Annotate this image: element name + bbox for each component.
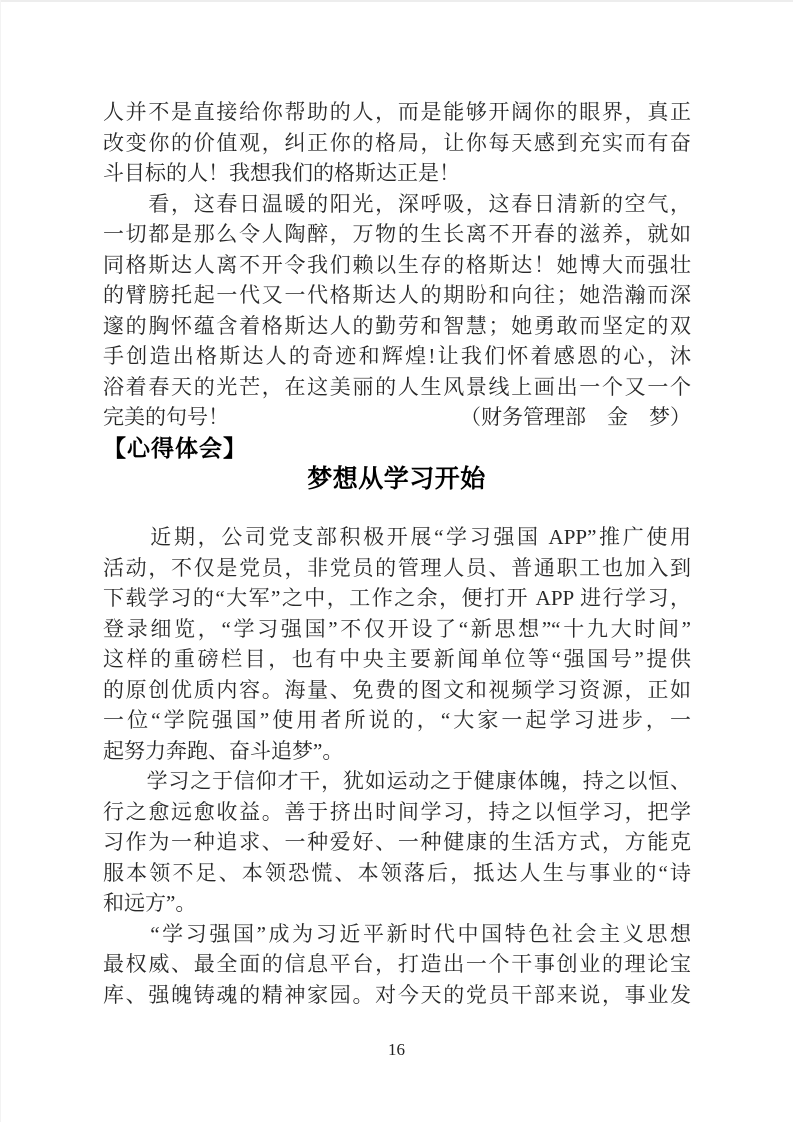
- text-line: 一位“学院强国”使用者所说的，“大家一起学习进步，一: [103, 708, 691, 732]
- text-line: 服本领不足、本领恐慌、本领落后，抵达人生与事业的“诗: [103, 860, 691, 885]
- text-line: 近期，公司党支部积极开展“学习强国 APP”推广使用: [103, 525, 691, 549]
- article-previous-body: [103, 97, 691, 433]
- text-line: 活动，不仅是党员，非党员的管理人员、普通职工也加入到: [103, 555, 691, 580]
- text-line: 下载学习的“大军”之中，工作之余，便打开 APP 进行学习，: [103, 586, 691, 610]
- text-line: 邃的胸怀蕴含着格斯达人的勤劳和智慧；她勇敢而坚定的双: [103, 313, 691, 338]
- text-line: 最权威、最全面的信息平台，打造出一个干事创业的理论宝: [103, 952, 691, 976]
- text-line: 的原创优质内容。海量、免费的图文和视频学习资源，正如: [103, 677, 691, 702]
- text-line: 起努力奔跑、奋斗追梦”。: [103, 738, 344, 763]
- closing-line: [103, 402, 691, 433]
- text-line: 斗目标的人！我想我们的格斯达正是！: [103, 161, 460, 185]
- closing-text: 完美的句号！: [103, 405, 229, 429]
- article-title: 梦想从学习开始: [307, 465, 486, 493]
- text-line: 人并不是直接给你帮助的人，而是能够开阔你的眼界，真正: [103, 100, 691, 124]
- author-signature: （财务管理部 金 梦）: [460, 405, 691, 429]
- text-line: 改变你的价值观，纠正你的格局，让你每天感到充实而有奋: [103, 130, 691, 155]
- text-line: 浴着春天的光芒，在这美丽的人生风景线上画出一个又一个: [103, 374, 691, 399]
- text-line: 一切都是那么令人陶醉，万物的生长离不开春的滋养，就如: [103, 222, 691, 246]
- text-line: 和远方”。: [103, 891, 197, 915]
- text-line: 行之愈远愈收益。善于挤出时间学习，持之以恒学习，把学: [103, 799, 691, 824]
- text-line: “学习强国”成为习近平新时代中国特色社会主义思想: [103, 921, 691, 946]
- text-line: 这样的重磅栏目，也有中央主要新闻单位等“强国号”提供: [103, 647, 691, 671]
- text-line: 的臂膀托起一代又一代格斯达人的期盼和向往；她浩瀚而深: [103, 283, 691, 307]
- text-line: 同格斯达人离不开令我们赖以生存的格斯达！她博大而强壮: [103, 252, 691, 277]
- text-line: 登录细览，“学习强国”不仅开设了“新思想”“十九大时间”: [103, 616, 691, 641]
- section-header: 【心得体会】: [103, 436, 247, 461]
- article-main-body: [103, 522, 691, 1010]
- text-line: 手创造出格斯达人的奇迹和辉煌!让我们怀着感恩的心，沐: [103, 344, 691, 368]
- text-line: 看，这春日温暖的阳光，深呼吸，这春日清新的空气，: [103, 191, 691, 216]
- page-number: 16: [388, 1040, 405, 1059]
- text-line: 学习之于信仰才干，犹如运动之于健康体魄，持之以恒、: [103, 769, 691, 793]
- text-line: 库、强魄铸魂的精神家园。对今天的党员干部来说，事业发: [103, 982, 691, 1007]
- text-line: 习作为一种追求、一种爱好、一种健康的生活方式，方能克: [103, 830, 691, 854]
